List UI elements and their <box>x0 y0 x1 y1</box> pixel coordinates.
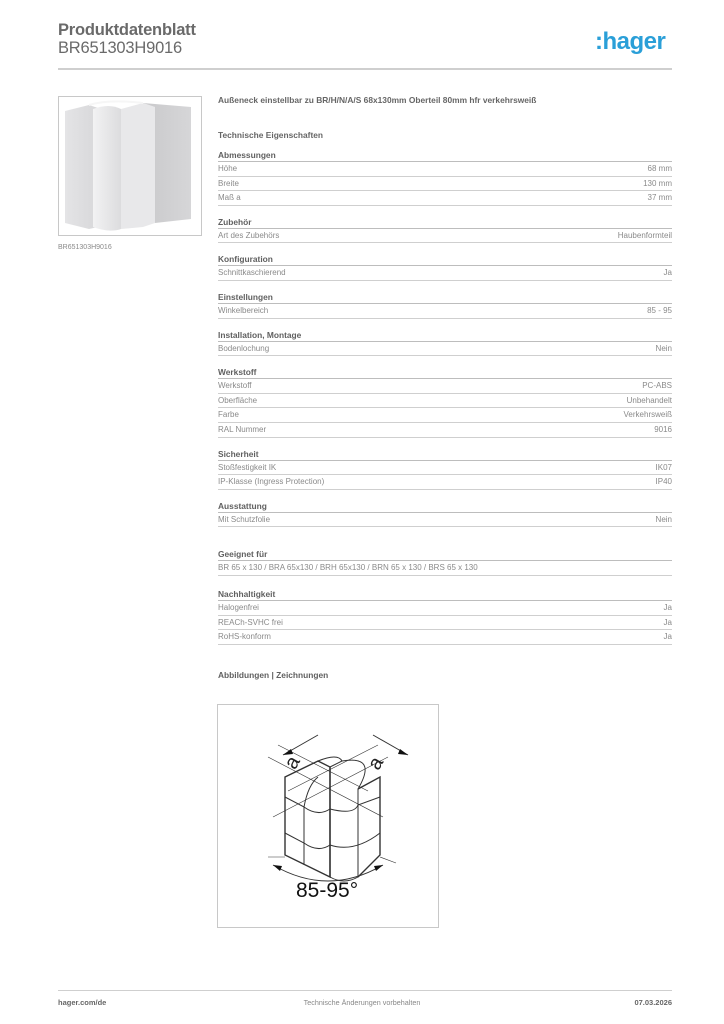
table-row <box>218 616 672 631</box>
table-row <box>218 177 672 192</box>
row-value: Verkehrsweiß <box>623 410 672 420</box>
row-value: 85 - 95 <box>647 305 672 315</box>
section-installation <box>218 330 672 357</box>
row-label: Werkstoff <box>218 381 252 391</box>
section-title: Abmessungen <box>218 150 672 162</box>
corner-drawing-icon <box>218 705 438 927</box>
row-value: Nein <box>655 514 672 524</box>
row-label: Schnittkaschierend <box>218 268 286 278</box>
datasheet-content <box>218 95 672 680</box>
section-abmessungen <box>218 150 672 206</box>
row-label: Halogenfrei <box>218 602 259 612</box>
row-value: Unbehandelt <box>626 395 672 405</box>
row-label: BR 65 x 130 / BRA 65x130 / BRH 65x130 / BRN 65 x 130 / BRS 65 x 130 <box>218 563 478 573</box>
row-value: Ja <box>663 268 672 278</box>
section-sicherheit <box>218 449 672 490</box>
table-row <box>218 342 672 357</box>
technical-drawing <box>217 704 439 928</box>
row-value: Nein <box>655 343 672 353</box>
table-row <box>218 601 672 616</box>
row-value: IK07 <box>655 462 672 472</box>
table-row <box>218 162 672 177</box>
section-title: Sicherheit <box>218 449 672 461</box>
row-value: IP40 <box>655 477 672 487</box>
table-row <box>218 394 672 409</box>
row-value: 130 mm <box>643 178 672 188</box>
footer-website-link[interactable]: hager.com/de <box>58 998 107 1007</box>
footer-date: 07.03.2026 <box>634 998 672 1007</box>
row-value: 9016 <box>654 424 672 434</box>
product-photo-icon <box>59 97 201 235</box>
section-nachhaltigkeit <box>218 589 672 645</box>
product-description: Außeneck einstellbar zu BR/H/N/A/S 68x130mm Oberteil 80mm hfr verkehrsweiß <box>218 95 537 105</box>
table-row <box>218 266 672 281</box>
row-label: RoHS-konform <box>218 632 271 642</box>
table-row <box>218 513 672 528</box>
section-title: Konfiguration <box>218 254 672 266</box>
row-label: Oberfläche <box>218 395 258 405</box>
dimension-a-right: a <box>363 753 389 774</box>
row-label: Stoßfestigkeit IK <box>218 462 277 472</box>
section-title: Nachhaltigkeit <box>218 589 672 601</box>
product-image-caption: BR651303H9016 <box>58 244 112 251</box>
section-title: Ausstattung <box>218 501 672 513</box>
angle-label: 85-95° <box>296 879 359 902</box>
table-row <box>218 191 672 206</box>
row-value: PC-ABS <box>642 381 672 391</box>
row-value: 68 mm <box>647 164 672 173</box>
dimension-a-left: a <box>280 752 305 773</box>
row-label: Farbe <box>218 410 239 420</box>
row-label: Bodenlochung <box>218 343 270 353</box>
table-row <box>218 475 672 490</box>
row-label: Breite <box>218 178 239 188</box>
row-label: RAL Nummer <box>218 424 267 434</box>
table-row <box>218 379 672 394</box>
hager-logo: :hager <box>595 28 666 55</box>
row-label: Maß a <box>218 193 241 203</box>
section-einstellungen <box>218 292 672 319</box>
product-image <box>58 96 202 236</box>
row-label: IP-Klasse (Ingress Protection) <box>218 477 325 487</box>
document-title: Produktdatenblatt <box>58 21 196 39</box>
section-zubehoer <box>218 217 672 244</box>
section-title: Installation, Montage <box>218 330 672 342</box>
figures-title: Abbildungen | Zeichnungen <box>218 669 329 680</box>
section-title: Zubehör <box>218 217 672 229</box>
table-row <box>218 561 672 576</box>
technical-properties-title: Technische Eigenschaften <box>218 130 324 140</box>
footer-divider <box>58 990 672 991</box>
row-value: Ja <box>663 632 672 642</box>
section-ausstattung <box>218 501 672 528</box>
section-geeignet-fuer <box>218 549 672 576</box>
product-code: BR651303H9016 <box>58 39 183 57</box>
section-werkstoff <box>218 367 672 437</box>
table-row <box>218 408 672 423</box>
footer-notice: Technische Änderungen vorbehalten <box>303 998 421 1007</box>
row-value: 37 mm <box>647 193 672 203</box>
table-row <box>218 423 672 438</box>
row-label: Mit Schutzfolie <box>218 514 271 524</box>
row-value: Haubenformteil <box>617 230 672 240</box>
row-value: Ja <box>663 617 672 627</box>
section-title: Werkstoff <box>218 367 672 379</box>
header-divider <box>58 68 672 70</box>
row-value: Ja <box>663 602 672 612</box>
row-label: REACh-SVHC frei <box>218 617 283 627</box>
table-row <box>218 461 672 476</box>
section-title: Einstellungen <box>218 292 672 304</box>
row-label: Winkelbereich <box>218 305 269 315</box>
table-row <box>218 304 672 319</box>
table-row <box>218 630 672 645</box>
row-label: Art des Zubehörs <box>218 230 280 240</box>
table-row <box>218 229 672 244</box>
section-konfiguration <box>218 254 672 281</box>
section-title: Geeignet für <box>218 549 672 561</box>
row-label: Höhe <box>218 164 238 173</box>
